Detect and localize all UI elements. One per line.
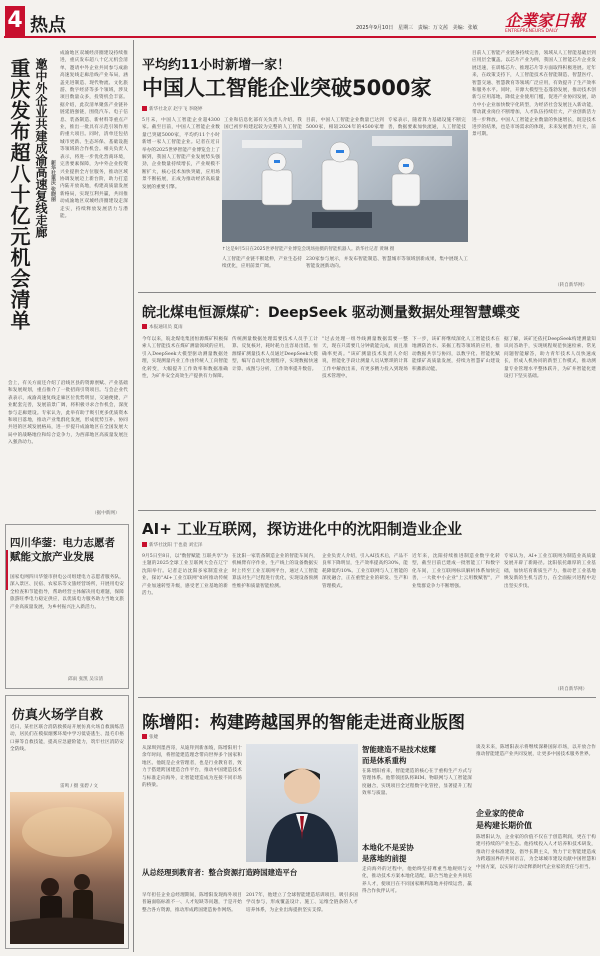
story2-body-col2: 传统测量数据处理需要技术人员手工计算、反复核对，耗时耗力且容易出错。恒源煤矿测量技术人员通过DeepSeek大模型，编写自动化处理程序，实现数据快速计算、成图与分析，工作效率提升数倍。: [232, 337, 318, 372]
lead-photo-caption: ↑这是9月5日在2025世界智能产业博览会现场拍摄的智能机器人。新华社记者 黄琳 摄: [222, 247, 395, 252]
page-number-badge: 4: [5, 6, 25, 36]
story2-body-col3: "过去处理一组导线测量数据需要一整天，现在只需要几分钟就能完成，而且准确率更高。"该矿测量技术负责人介绍说，智能化手段让测量人员从繁琐的计算工作中解放出来，有更多精力投入到现场技术管理中。: [322, 337, 408, 380]
story4-subhead4a: 企业家的使命: [476, 809, 524, 818]
firefighting-scene-icon: [10, 792, 124, 944]
left-body-text-bottom: 会上，有关方面还介绍了沿线区县的资源禀赋、产业基础和发展规划，重点推介了一批招商引资项目。与会企业代表表示，成渝高速复线走廊区位优势明显，交通便捷，产业配套完善，发展前景广阔，将积极寻求合作机会，深度参与走廊建设。专家认为，此举有助于吸引更多优质资本和项目落地，推动产业集群化发展，形成优势互补、协同共进的区域发展格局，进一步提升成渝地区在全国发展大局中的战略地位和综合竞争力，为西部地区高质量发展注入强劲动力。: [8, 381, 128, 446]
story4-body-col3a: 在陈增阳看来，智能建造的核心在于重构生产方式与管理体系。他带领团队将BIM、物联网与人工智能深度融合，实现项目全过程数字化管控，显著提升工程效率与质量。: [362, 769, 472, 797]
byline-marker-icon: [142, 106, 147, 111]
story3-byline-text: 新华社沈阳 于也童 刘宏泽: [149, 543, 203, 548]
story4-headline: 陈增阳：构建跨越国界的智能走进商业版图: [142, 713, 465, 733]
story3-body-col5: 专家认为，AI+工业互联网为制造业高质量发展开辟了新路径。沈阳依托雄厚的工业基础，加快培育新质生产力，推动老工业基地焕发新的生机与活力，在全面振兴进程中迈出坚实步伐。: [504, 554, 596, 589]
story3-body-col1: 9月5日至8日，以"数智赋能 互联共享"为主题的2025全球工业互联网大会在辽宁沈阳举行。记者走访沈阳多家制造业企业，探访"AI+工业互联网"如何推动传统产业加速转型升级，感受老工业基地的新活力。: [142, 554, 228, 597]
byline-marker-icon: [142, 324, 147, 329]
lead-byline: [142, 106, 202, 112]
story4-byline-text: 张婕: [149, 735, 159, 740]
lead-body-col4: 专家表示，随着算力基础设施不断完善，数据要素加快流通，人工智能技: [388, 118, 466, 131]
box1-side-bar: [6, 550, 8, 590]
newspaper-logo: 企業家日報: [505, 11, 586, 30]
left-body-text-top: 成渝地区双城经济圈建设持续推进，重庆发布超八十亿元机会清单，邀请中外企业共同参与成渝高速复线走廊沿线产业布局，涵盖先进制造、现代物流、文化旅游、数字经济等多个领域，涉及项目数量众多，投资机会丰富。据介绍，此次清单聚焦产业链补链延链强链，围绕汽车、电子信息、装备制造、新材料等重点产业，推出一批具有示范引领作用的重大项目。同时，清单还包括城市更新、生态环保、基础设施等领域的合作机会。相关负责人表示，将进一步优化营商环境，完善要素保障，为中外企业投资兴业提供全方位服务，推动区域协调发展迈上新台阶，助力打造内陆开放高地，构建高质量发展新格局，实现互利共赢，共同推动成渝地区双城经济圈建设走深走实，持续释放发展活力与潜能。: [60, 51, 128, 219]
left-byline: 新华社重庆 张晓丽: [50, 160, 56, 202]
story2-body-col4: 下一步，该矿将继续深化人工智能技术在地测防治水、采掘工程等领域的应用，推动数据共享与协同，以数字化、智能化赋能煤矿高质量发展，持续为智慧矿山建设积蓄新动能。: [412, 337, 500, 372]
story2-headline: 皖北煤电恒源煤矿：DeepSeek 驱动测量数据处理智慧蝶变: [142, 305, 520, 321]
story4-subhead2a: 智能建造不是技术炫耀: [362, 745, 436, 754]
lead-body-col3: 目前，中国人工智能企业数量已达到5000家，相较2024年的4500家增: [306, 118, 384, 131]
section-divider-3: [138, 697, 596, 698]
story3-byline: [142, 542, 202, 548]
lead-body-below-photo: 230家参与展示，并发布智能制造、智慧城市等领域创新成果，集中展现人工智能发展新动向。: [306, 257, 468, 270]
left-source: （据中新网）: [92, 511, 120, 516]
story4-body-col2b: 2017年，他建立了全球智能建造培训项目，吸引多国学员参与，形成覆盖设计、施工、运维全链条的人才培养体系，为企业出海提供坚实支撑。: [246, 893, 358, 913]
story4-byline: [142, 734, 158, 740]
story3-body-col4: 近年来，沈阳持续推进制造业数字化转型，截至目前已建成一批智能工厂和数字化车间，工业互联网标识解析体系加快完善，一大批中小企业"上云用数赋智"，产业集群竞争力不断增强。: [412, 554, 500, 589]
story4-portrait: [246, 744, 358, 862]
story4-subhead2b: 而是体系重构: [362, 756, 407, 765]
column-divider: [133, 40, 134, 952]
story3-headline: AI+ 工业互联网，探访进化中的沈阳制造业企业: [142, 520, 462, 538]
masthead-info: [356, 24, 478, 31]
lead-photo: [222, 130, 468, 242]
section-divider-1: [138, 292, 596, 293]
box1-body-text: 国家电网四川华蓥市供电公司组建电力志愿者服务队，深入景区、民宿、农家乐等文旅经营场所，开展用电安全检查和节能指导，帮助经营主体解决用电难题，保障旅游旺季电力稳定供应，以优质电力服务助力当地文旅产业高质量发展，为乡村振兴注入新活力。: [10, 575, 124, 610]
portrait-icon: [246, 744, 358, 862]
box2-headline: 仿真火场学自救: [12, 708, 104, 723]
robot-expo-icon: [222, 130, 468, 242]
issue-date: 2025年9月10日: [356, 25, 394, 31]
story4-body-col1b: 早年担任企业总经理期间，陈增阳发现海外项目普遍面临标准不一、人才短缺等问题，于是开始整合各方资源，推动形成跨国建造协作网络。: [142, 893, 242, 913]
lead-source: （转自新华网）: [555, 283, 588, 288]
story3-source: （转自新华网）: [555, 687, 588, 692]
lead-body-col1: 5月末，中国人工智能企业超4300家。截至目前，中国人工智能企业数量已突破5000家，平均约11个小时新增一家人工智能企业。记者在近日举办的2025世界智能产业博览会上了解到，我国人工智能产业发展势头强劲，企业数量持续增长，产业规模不断扩大，核心技术加快突破，应用场景不断拓展，正成为推动经济高质量发展的重要引擎。: [142, 118, 220, 190]
box1-headline: 四川华蓥：电力志愿者赋能文旅产业发展: [10, 537, 115, 563]
story3-body-col3: 企业负责人介绍，引入AI技术后，产品不良率下降明显，生产效率提高约30%，能耗降低约10%。工业互联网与人工智能的深度融合，正在重塑企业的研发、生产和管理模式。: [322, 554, 408, 589]
byline-marker-icon: [142, 542, 147, 547]
masthead-rule: [4, 36, 596, 38]
lead-headline: 中国人工智能企业突破5000家: [142, 76, 432, 100]
story2-byline: [142, 324, 183, 330]
story4-body-col3b: 走向海外的过程中，他始终坚持尊重当地规则与文化，推动技术方案本地化适配，联合当地企业共同培养人才，使项目在不同国家顺利落地并持续运营，赢得合作伙伴认可。: [362, 867, 472, 895]
lead-body-col2: 工业和信息化部有关负责人介绍，我国已初步构建起较为完整的人工智能: [224, 118, 302, 131]
issue-weekday: 星期三: [398, 25, 414, 31]
story4-body-col1: 从深圳到墨西哥，从迪拜到新加坡，陈增阳用十余年时间，将智能建造理念带向世界多个国家和地区。他既是企业管理者，也是行业教育者，致力于搭建跨国建造合作平台，推动中国建造技术与标准走向海外，让智能建造成为连接不同市场的桥梁。: [142, 746, 242, 789]
left-main-headline: 重庆发布超八十亿元机会清单: [7, 58, 31, 331]
lead-body-below-photo-left: 人工智能产业链不断延伸，产业生态持续优化，应用前景广阔。: [222, 257, 302, 270]
lead-kicker: 平均约11小时新增一家！: [142, 58, 291, 73]
lead-body-col5: 目前人工智能产业链条持续完善，领域从人工智能基础层到应用层全覆盖。以芯片产业为例，我国人工智能芯片企业发展迅速，在训练芯片、推理芯片等方面取得积极进展。近年来，在政策支持下，人工智能技术在智能制造、智慧医疗、智慧交通、智慧教育等领域广泛应用，有效提升了生产效率和服务水平。同时，开源大模型生态蓬勃发展，推动技术创新与应用落地，降低企业使用门槛，促进产业协同发展，助力中小企业加快数字化转型，为经济社会发展注入新动能，带动就业岗位不断增加，人才队伍持续壮大，产业创新活力进一步释放。中国人工智能企业数量的快速增长，既是技术进步的结果，也是市场需求的体现，未来发展潜力巨大，前景可期。: [472, 51, 596, 138]
story2-body-col5: 据了解，该矿还依托DeepSeek构建测量知识问答助手，实现规程规范快速检索、常见问题智能解答，助力青年技术人员快速成长，形成人机协同的新型工作模式，推动测量专业管理水平整体跃升，为矿井智能化建设打下坚实基础。: [504, 337, 596, 380]
box2-body-text: 近日，某社区联合消防救援站开展仿真火场自救演练活动，居民们在模拟烟雾环境中学习低姿逃生、湿毛巾捂口鼻等自救技能，提高应急避险能力，筑牢社区消防安全防线。: [10, 725, 124, 753]
left-sub-headline: 邀中外企业共建成渝高速复线走廊: [34, 58, 48, 238]
page-editor: 责编：万文茜: [417, 25, 448, 31]
story4-subhead1: 从总经理到教育者：整合资源打造跨国建造平台: [142, 868, 298, 877]
story4-body-col4b: 陈增阳认为，企业家的价值不仅在于创造利润，更在于构建可持续的产业生态。他持续投入人才培养和技术研发，推动行业标准建设，倡导长期主义，致力于让智能建造成为跨越国界的共同语言，为全球城市建设贡献中国智慧和中国方案，以实际行动诠释新时代企业家的责任与担当。: [476, 835, 596, 870]
box1-byline: 邱雨 张凯 吴宗清: [68, 677, 104, 682]
newspaper-logo-en: ENTREPRENEURS DAILY: [505, 29, 558, 34]
story4-subhead4b: 是构建长期价值: [476, 821, 532, 830]
box2-byline: 雷鸣 / 摄 张碧 / 文: [60, 784, 98, 789]
section-divider-2: [138, 510, 596, 511]
story2-byline-text: 本报通讯员 夏雨: [149, 325, 183, 330]
box2-photo: [10, 792, 124, 944]
page-designer: 美编：张敏: [452, 25, 478, 31]
story4-body-col4a: 谈及未来，陈增阳表示将继续深耕国际市场，以开放合作推动智能建造产业共同发展，让更多中国技术服务世界。: [476, 745, 596, 758]
byline-marker-icon: [142, 734, 147, 739]
story4-subhead3b: 是落地的前提: [362, 854, 407, 863]
story4-subhead3a: 本地化不是妥协: [362, 843, 414, 852]
story2-body-col1: 今年以来，皖北煤电集团恒源煤矿积极探索人工智能技术在煤矿测量领域的应用，引入DeepSeek大模型驱动测量数据处理，实现测量内业工作由传统人工向智能化转变，大幅提升工作效率和数据准确性，为矿井安全高效生产提供有力保障。: [142, 337, 228, 380]
story3-body-col2: 在沈阳一家装备制造企业的智能车间内，机械臂有序作业，生产线上的设备数据实时上传至工业互联网平台，通过人工智能算法对生产过程进行优化，实现设备预测性维护和质量智能检测。: [232, 554, 318, 589]
lead-byline-text: 新华社北京 赵宇飞 李晓婷: [149, 107, 203, 112]
section-title: 热点: [30, 15, 66, 36]
